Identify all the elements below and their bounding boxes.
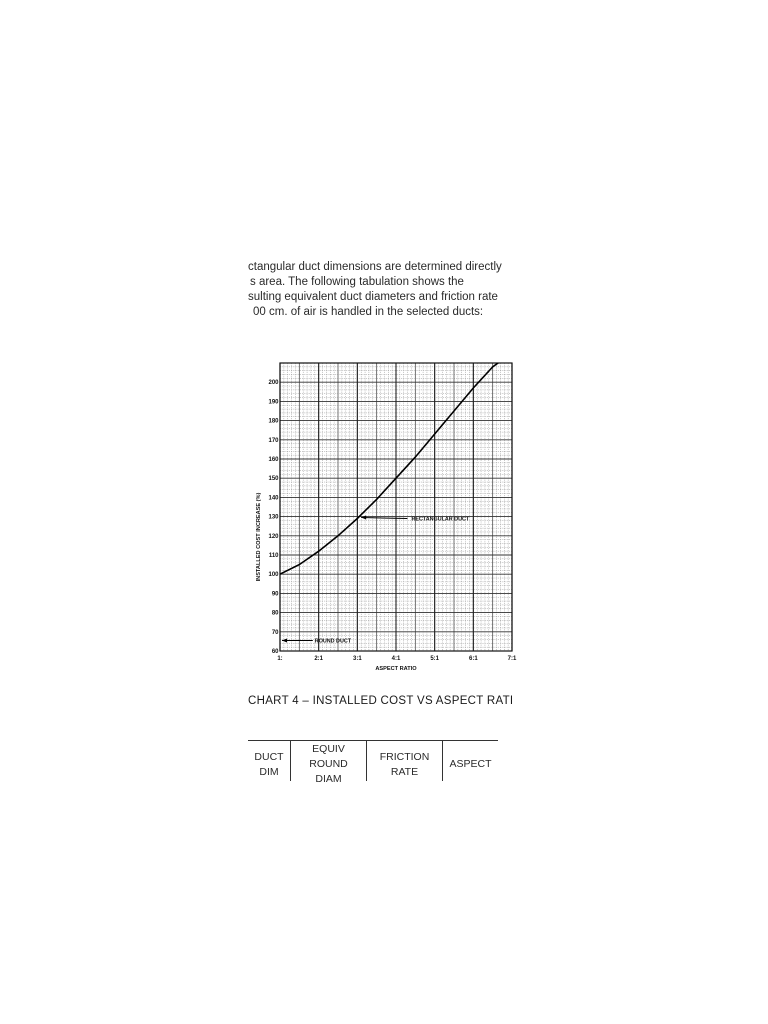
annotation-arrowhead: [361, 516, 366, 520]
x-tick-label: 4:1: [391, 656, 401, 662]
header-equiv-round-diam: [291, 741, 367, 785]
x-tick-label: 5:1: [430, 656, 440, 662]
y-tick-label: 160: [268, 457, 279, 463]
y-tick-label: 140: [268, 495, 279, 502]
y-tick-label: 180: [268, 418, 279, 425]
y-axis-ticks: [268, 380, 279, 655]
header-line: RATE: [390, 766, 419, 778]
x-axis-label: ASPECT RATIO: [375, 666, 417, 672]
header-line: DIAM: [315, 773, 342, 785]
intro-line: sulting equivalent duct diameters and friction rate: [248, 291, 498, 303]
y-tick-label: 80: [271, 610, 279, 617]
y-tick-label: 190: [268, 399, 279, 406]
annotation-label: RECTANGULAR DUCT: [411, 516, 470, 523]
y-tick-label: 90: [271, 591, 279, 598]
header-friction-rate: [367, 741, 443, 781]
header-duct-dim: [248, 741, 291, 781]
y-tick-label: 110: [268, 553, 279, 559]
x-tick-label: 3:1: [352, 656, 362, 662]
y-tick-label: 130: [268, 514, 279, 521]
annotation-label: ROUND DUCT: [314, 638, 352, 645]
x-tick-label: 6:1: [468, 656, 478, 662]
x-tick-label: 1:: [277, 656, 283, 662]
y-tick-label: 60: [271, 649, 279, 655]
header-line: ASPECT: [449, 758, 492, 770]
x-axis-ticks: [277, 656, 517, 662]
header-line: ROUND: [309, 758, 348, 770]
header-line: FRICTION: [379, 751, 430, 763]
document-page: [248, 0, 520, 785]
annotation-arrowhead: [282, 638, 287, 642]
annotation-leader: [361, 518, 407, 519]
y-tick-label: 200: [268, 380, 279, 387]
x-tick-label: 7:1: [507, 656, 517, 662]
header-line: EQUIV: [312, 743, 345, 755]
cost-vs-aspect-chart: [248, 340, 520, 680]
header-line: DIM: [259, 766, 279, 778]
y-tick-label: 70: [271, 629, 279, 636]
table-header: [248, 740, 498, 785]
intro-line: ctangular duct dimensions are determined directly: [248, 261, 502, 273]
intro-line: s area. The following tabulation shows the: [250, 276, 464, 288]
chart-caption: CHART 4 – INSTALLED COST VS ASPECT RATI: [248, 695, 514, 707]
y-axis-label: INSTALLED COST INCREASE (%): [256, 492, 262, 582]
y-tick-label: 120: [268, 533, 279, 540]
chart-annotations: [282, 516, 470, 645]
intro-line: 00 cm. of air is handled in the selected ducts:: [253, 306, 484, 318]
y-tick-label: 150: [268, 476, 279, 483]
header-aspect: [443, 741, 498, 781]
x-tick-label: 2:1: [314, 656, 324, 662]
y-tick-label: 170: [268, 437, 279, 444]
y-tick-label: 100: [268, 572, 279, 579]
header-line: DUCT: [254, 751, 284, 763]
